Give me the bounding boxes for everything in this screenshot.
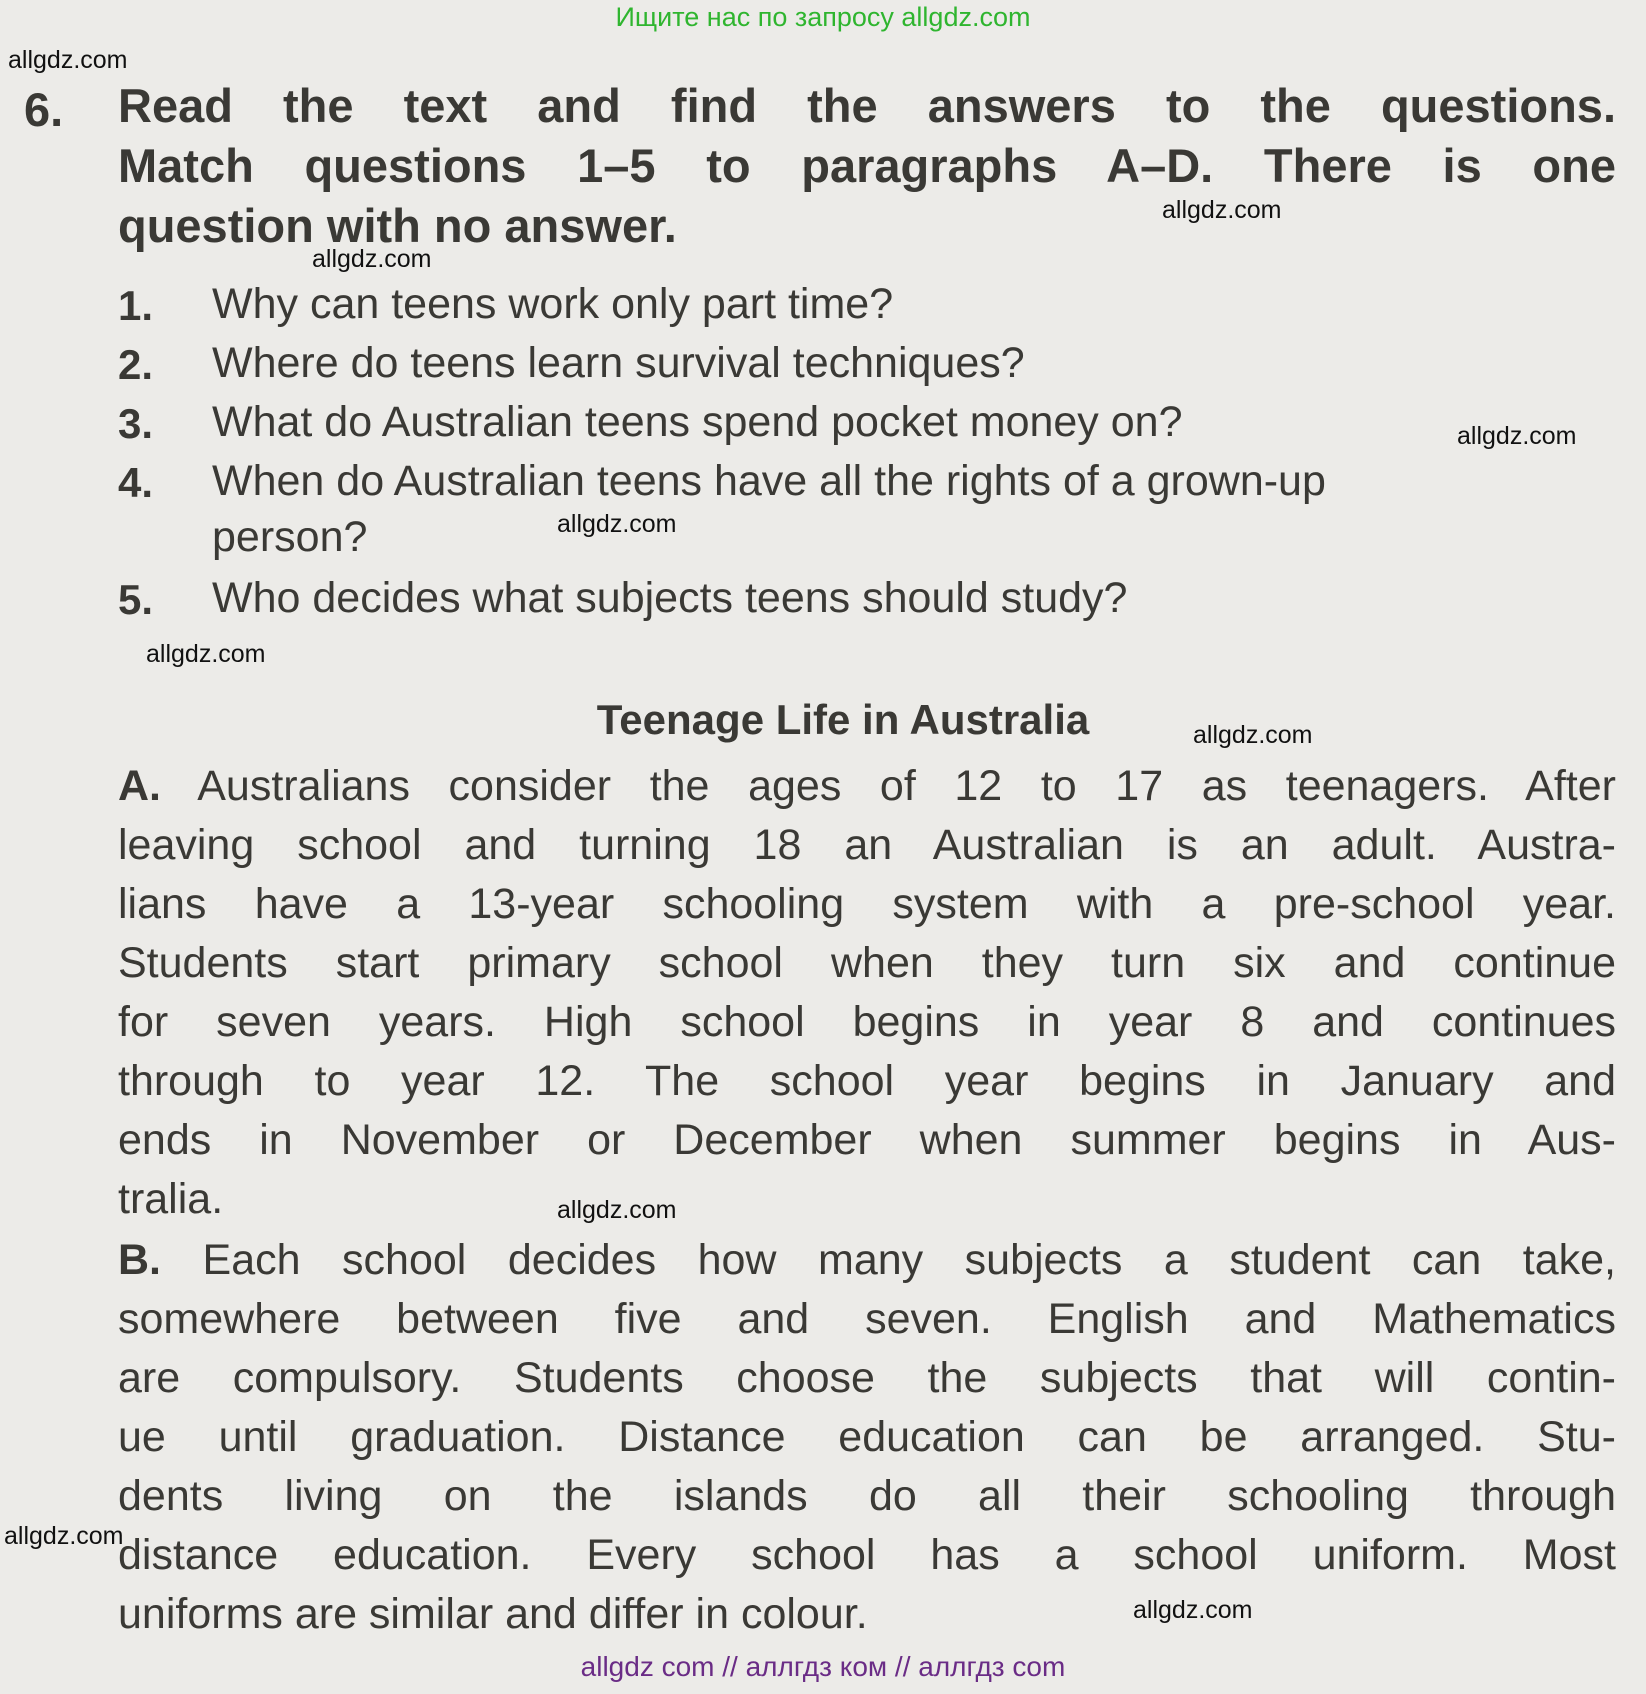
task-instruction-line: Read the text and find the answers to the questions. <box>118 79 1616 132</box>
paragraph-letter: B. <box>118 1236 161 1284</box>
question-text: What do Australian teens spend pocket money on? <box>212 398 1183 446</box>
watermark: allgdz.com <box>4 1522 124 1550</box>
watermark: allgdz.com <box>557 1196 677 1224</box>
paragraph-line: somewhere between five and seven. English and Mathematics <box>118 1295 1616 1343</box>
watermark: allgdz.com <box>1133 1596 1253 1624</box>
paragraph-line: uniforms are similar and differ in colour. <box>118 1590 868 1638</box>
article-title: Teenage Life in Australia <box>596 696 1090 743</box>
paragraph-line: lians have a 13-year schooling system with a pre-school year. <box>118 880 1616 928</box>
paragraph-line <box>118 1236 1616 1285</box>
paragraph-line: leaving school and turning 18 an Australian is an adult. Austra- <box>118 821 1616 869</box>
paragraph-text: Each school decides how many subjects a student can take, <box>202 1236 1616 1284</box>
bottom-banner[interactable]: allgdz com // аллгдз ком // аллгдз com <box>580 1651 1066 1682</box>
paragraph-letter: A. <box>118 762 161 810</box>
question-text: Who decides what subjects teens should study? <box>212 574 1128 622</box>
task-number: 6. <box>24 83 64 136</box>
watermark: allgdz.com <box>557 510 677 538</box>
top-banner[interactable]: Ищите нас по запросу allgdz.com <box>615 2 1031 32</box>
paragraph-line: distance education. Every school has a school uniform. Most <box>118 1531 1616 1579</box>
paragraph-line: ends in November or December when summer begins in Aus- <box>118 1116 1616 1164</box>
question-text: Why can teens work only part time? <box>212 280 894 328</box>
question-text: When do Australian teens have all the rights of a grown-up <box>212 457 1326 505</box>
paragraph-line: are compulsory. Students choose the subjects that will contin- <box>118 1354 1616 1402</box>
question-text: Where do teens learn survival techniques? <box>212 339 1025 387</box>
paragraph-line: Students start primary school when they turn six and continue <box>118 939 1616 987</box>
paragraph-line: dents living on the islands do all their schooling through <box>118 1472 1616 1520</box>
task-instruction-line: Match questions 1–5 to paragraphs A–D. There is one <box>118 139 1616 192</box>
task-instruction-line: question with no answer. <box>118 199 677 252</box>
question-text: person? <box>212 513 368 561</box>
paragraph-line <box>118 762 1616 811</box>
watermark: allgdz.com <box>1193 721 1313 749</box>
watermark: allgdz.com <box>1162 196 1282 224</box>
watermark: allgdz.com <box>8 46 128 74</box>
watermark: allgdz.com <box>312 245 432 273</box>
question-number: 2. <box>118 341 154 388</box>
question-number: 4. <box>118 459 154 506</box>
question-number: 3. <box>118 400 154 447</box>
paragraph-text: Australians consider the ages of 12 to 17 as teenagers. After <box>197 762 1616 810</box>
watermark: allgdz.com <box>146 640 266 668</box>
paragraph-line: for seven years. High school begins in year 8 and continues <box>118 998 1616 1046</box>
paragraph-line: through to year 12. The school year begins in January and <box>118 1057 1616 1105</box>
watermark: allgdz.com <box>1457 422 1577 450</box>
question-number: 1. <box>118 282 154 329</box>
question-number: 5. <box>118 576 154 623</box>
paragraph-line: tralia. <box>118 1175 224 1223</box>
paragraph-line: ue until graduation. Distance education can be arranged. Stu- <box>118 1413 1616 1461</box>
